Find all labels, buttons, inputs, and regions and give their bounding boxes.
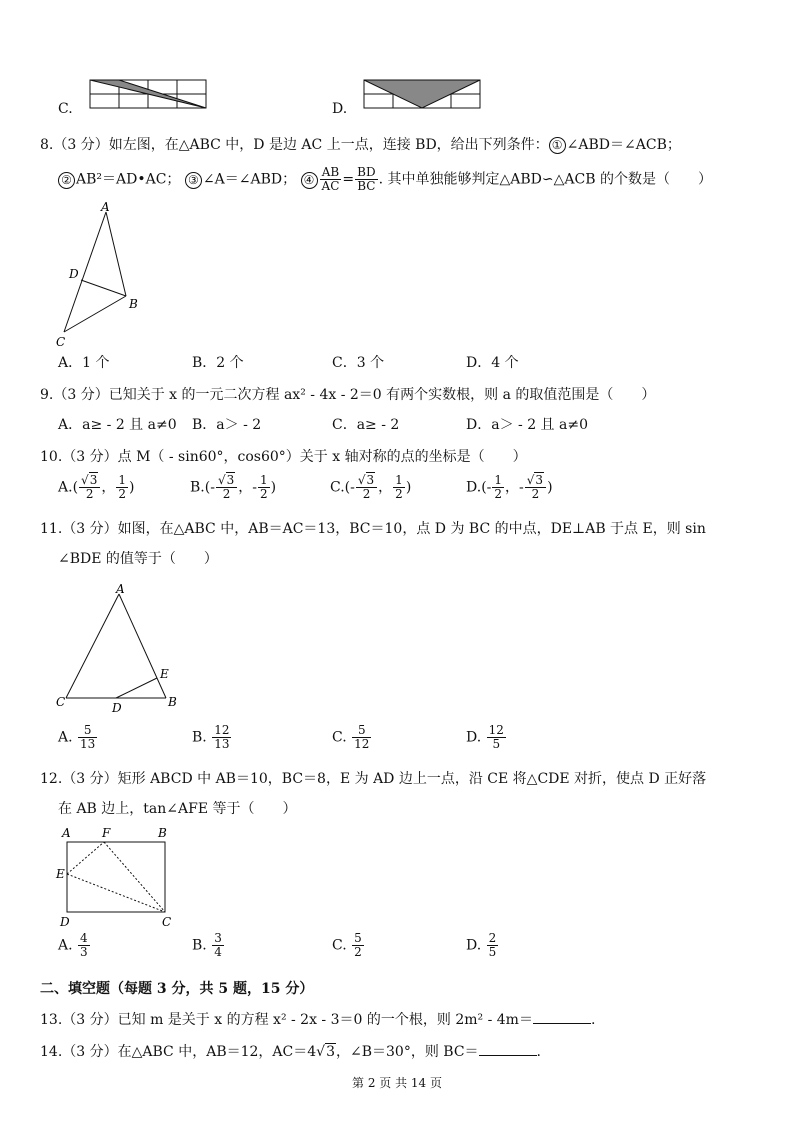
q10-option-c: C.(- $\frac{√3}{2}$ ， $\frac{1}{2}$ ) <box>330 473 412 501</box>
q8-option-b: B．2 个 <box>192 355 244 371</box>
q9-question: 9.（3 分）已知关于 x 的一元二次方程 ax² - 4x - 2＝0 有两个实数根，则 a 的取值范围是（ ） <box>40 387 656 403</box>
svg-text:C: C <box>162 915 172 929</box>
q12-option-b: B. $\frac{3}{4}$ <box>192 931 222 959</box>
q10-option-b: B.(- $\frac{√3}{2}$ ，- $\frac{1}{2}$ ) <box>190 473 277 501</box>
svg-text:B: B <box>129 297 138 311</box>
q12-option-d: D. $\frac{2}{5}$ <box>466 931 497 959</box>
q10-option-d: D.(- $\frac{1}{2}$ ，- $\frac{√3}{2}$ ) <box>466 473 553 501</box>
svg-text:D: D <box>69 267 79 281</box>
q11-option-d: D. $\frac{12}{5}$ <box>466 723 504 751</box>
svg-text:E: E <box>160 667 169 681</box>
q11-triangle-figure <box>52 582 182 714</box>
q10-question: 10.（3 分）点 M（ - sin60°，cos60°）关于 x 轴对称的点的坐标是（ ） <box>40 449 527 465</box>
q10-option-a: A.( $\frac{√3}{2}$ ， $\frac{1}{2}$ ) <box>58 473 135 501</box>
q9-option-d: D．a＞ - 2 且 a≠0 <box>466 417 588 433</box>
q12-rectangle-figure <box>52 824 182 932</box>
q7-option-c-label: C. <box>58 101 73 117</box>
svg-text:D: D <box>112 701 122 714</box>
q11-question-line1: 11.（3 分）如图，在△ABC 中，AB＝AC＝13，BC＝10，点 D 为 BC 的中点，DE⊥AB 于点 E，则 sin <box>40 521 706 537</box>
q14-question: 14.（3 分）在△ABC 中，AB＝12，AC＝4√3，∠B＝30°，则 BC＝ . <box>40 1044 541 1060</box>
section-heading-fill-blank: 二、填空题（每题 3 分，共 5 题，15 分） <box>40 981 314 997</box>
q14-answer-blank[interactable] <box>479 1042 537 1056</box>
q12-option-a: A. $\frac{4}{3}$ <box>58 931 88 959</box>
q9-option-b: B．a＞ - 2 <box>192 417 262 433</box>
svg-text:A: A <box>62 826 71 840</box>
q7-option-d-label: D. <box>332 101 348 117</box>
q8-option-a: A．1 个 <box>58 355 110 371</box>
q7-option-d-figure <box>362 78 484 110</box>
q11-option-c: C. $\frac{5}{12}$ <box>332 723 370 751</box>
q8-triangle-figure <box>50 200 140 348</box>
q9-option-c: C．a≥ - 2 <box>332 417 400 433</box>
svg-text:F: F <box>102 826 111 840</box>
q9-option-a: A．a≥ - 2 且 a≠0 <box>58 417 177 433</box>
q8-option-d: D．4 个 <box>466 355 519 371</box>
q7-option-c-figure <box>88 78 210 110</box>
q8-option-c: C．3 个 <box>332 355 385 371</box>
q11-option-a: A. $\frac{5}{13}$ <box>58 723 96 751</box>
q12-question-line2: 在 AB 边上，tan∠AFE 等于（ ） <box>58 801 297 817</box>
q13-question: 13.（3 分）已知 m 是关于 x 的方程 x² - 2x - 3＝0 的一个根，则 2m² - 4m＝ . <box>40 1012 596 1028</box>
q11-question-line2: ∠BDE 的值等于（ ） <box>58 551 218 567</box>
svg-text:D: D <box>60 915 70 929</box>
svg-text:A: A <box>116 582 125 596</box>
svg-text:C: C <box>56 695 66 709</box>
q8-line1: 8.（3 分）如左图，在△ABC 中，D 是边 AC 上一点，连接 BD，给出下列条件： ① ∠ABD＝∠ACB； <box>40 137 681 153</box>
q8-line2: ② AB²＝AD•AC； ③ ∠A＝∠ABD； ④ $\frac{AB}{AC}$ = $\frac{BD}{BC}$ . 其中单独能够判定△ABD∽△ACB 的个数是（ ） <box>58 166 712 193</box>
page-footer: 第 2 页 共 14 页 <box>352 1076 442 1090</box>
q11-option-b: B. $\frac{12}{13}$ <box>192 723 230 751</box>
svg-text:A: A <box>101 200 110 214</box>
q12-question-line1: 12.（3 分）矩形 ABCD 中 AB＝10，BC＝8，E 为 AD 边上一点，沿 CE 将△CDE 对折，使点 D 正好落 <box>40 771 707 787</box>
svg-text:E: E <box>56 867 65 881</box>
svg-text:B: B <box>168 695 177 709</box>
svg-text:B: B <box>158 826 167 840</box>
q13-answer-blank[interactable] <box>533 1010 591 1024</box>
svg-text:C: C <box>56 335 66 348</box>
q12-option-c: C. $\frac{5}{2}$ <box>332 931 362 959</box>
